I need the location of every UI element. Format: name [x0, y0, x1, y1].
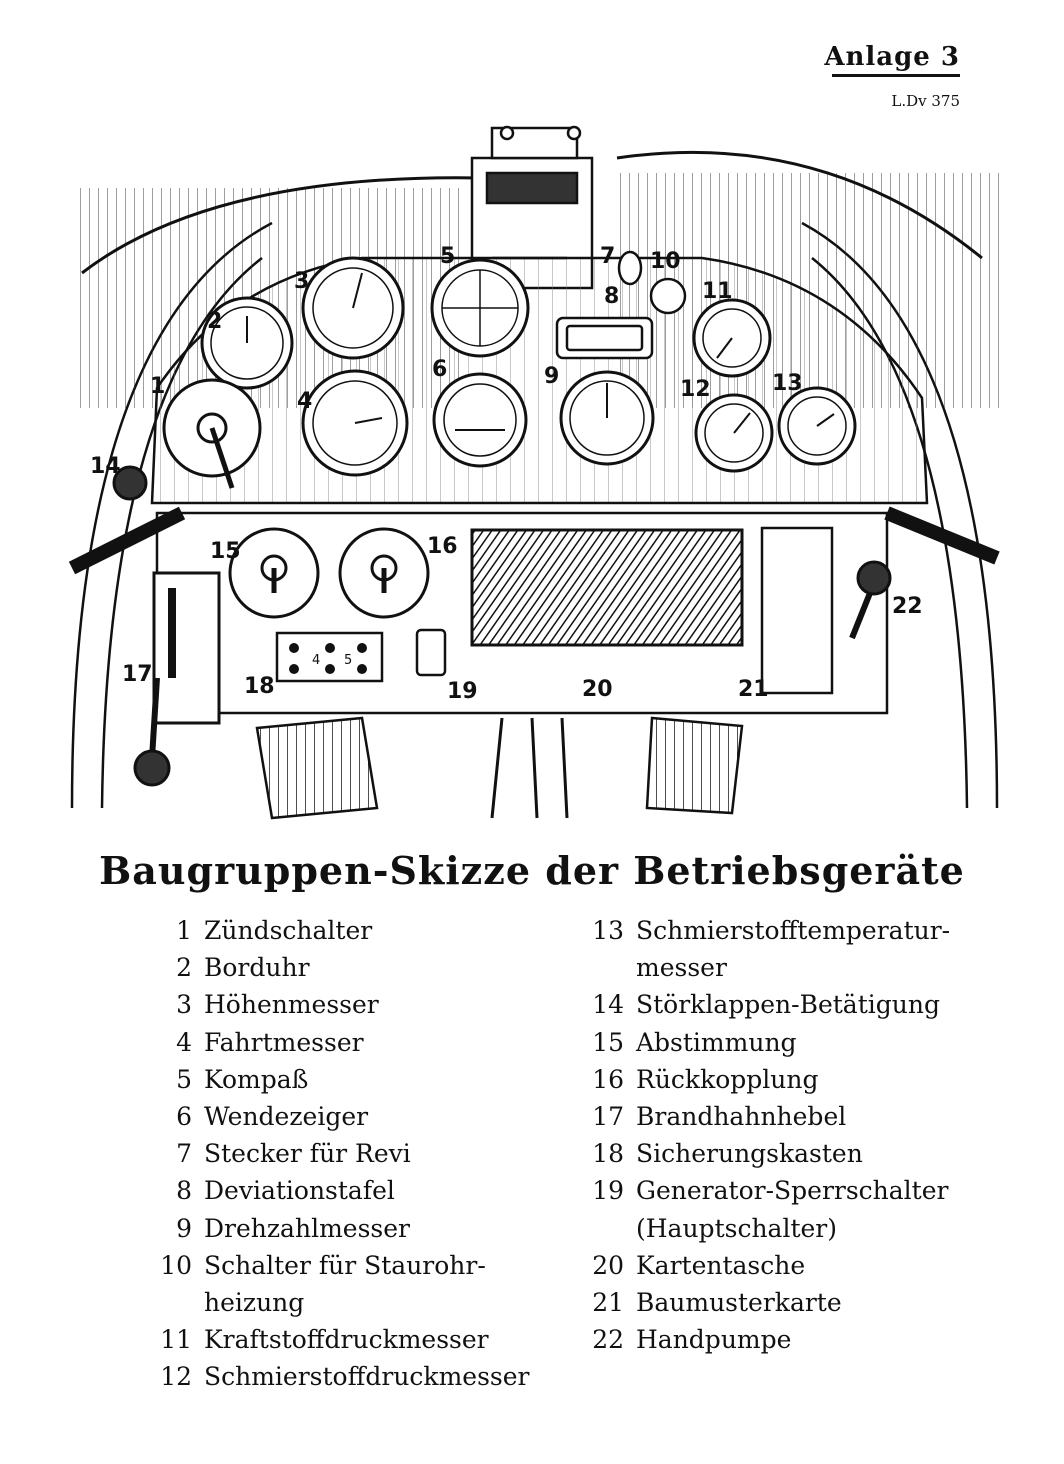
callout-17: 17	[122, 662, 153, 687]
legend-item-continuation: heizung	[204, 1288, 305, 1318]
callout-16: 16	[427, 534, 458, 559]
callout-10: 10	[650, 249, 681, 274]
legend-item: 5 Kompaß	[176, 1064, 309, 1094]
legend-right-column	[582, 912, 1002, 1358]
callout-19: 19	[447, 679, 478, 704]
appendix-label: Anlage 3	[824, 42, 960, 72]
gauge-fuel-pressure	[694, 300, 770, 376]
figure-title: Baugruppen-Skizze der Betriebsgeräte	[99, 848, 965, 893]
gauge-tachometer	[561, 372, 653, 464]
legend-item: 6 Wendezeiger	[176, 1102, 369, 1132]
gauge-turn-indicator	[434, 374, 526, 466]
deviation-card	[557, 318, 652, 358]
regulation-number: L.Dv 375	[891, 92, 960, 110]
callout-8: 8	[604, 284, 620, 309]
callout-12: 12	[680, 377, 711, 402]
callout-9: 9	[544, 364, 560, 389]
legend-item: 8 Deviationstafel	[176, 1176, 395, 1206]
callout-15: 15	[210, 539, 241, 564]
legend-item: 14 Störklappen-Betätigung	[592, 990, 940, 1020]
legend-left-column	[150, 912, 570, 1396]
callout-3: 3	[294, 269, 310, 294]
legend-item: 13 Schmierstofftemperatur-	[592, 916, 951, 945]
type-card	[762, 528, 832, 693]
knob-tuning	[230, 529, 318, 617]
legend-item: 22 Handpumpe	[592, 1325, 792, 1355]
control-column	[492, 718, 567, 818]
legend-item-continuation: (Hauptschalter)	[636, 1213, 837, 1243]
gauge-compass	[432, 260, 528, 356]
gauge-oil-temperature	[779, 388, 855, 464]
callout-18: 18	[244, 674, 275, 699]
legend-item: 21 Baumusterkarte	[592, 1288, 842, 1318]
callout-4: 4	[297, 389, 313, 414]
legend-item: 20 Kartentasche	[592, 1250, 806, 1280]
cockpit-sketch	[62, 118, 1012, 823]
callout-1: 1	[150, 374, 166, 399]
callout-14: 14	[90, 454, 121, 479]
gauge-oil-pressure	[696, 395, 772, 471]
gauge-altimeter	[303, 258, 403, 358]
legend-item: 1 Zündschalter	[176, 916, 373, 945]
callout-22: 22	[892, 594, 923, 619]
callout-2: 2	[207, 309, 223, 334]
revi-plug	[619, 252, 641, 284]
legend-item-continuation: messer	[636, 953, 727, 983]
legend-item: 19 Generator-Sperrschalter	[592, 1176, 949, 1206]
legend-item: 12 Schmierstoffdruckmesser	[160, 1362, 530, 1392]
legend-item: 15 Abstimmung	[592, 1027, 797, 1057]
callout-21: 21	[738, 677, 769, 702]
knob-feedback	[340, 529, 428, 617]
legend-item: 17 Brandhahnhebel	[592, 1102, 847, 1132]
legend-item: 4 Fahrtmesser	[176, 1027, 364, 1057]
legend-item: 10 Schalter für Staurohr-	[160, 1250, 486, 1280]
legend-item: 3 Höhenmesser	[176, 990, 379, 1020]
legend-item: 2 Borduhr	[176, 953, 310, 983]
callout-7: 7	[600, 244, 616, 269]
legend-item: 9 Drehzahlmesser	[176, 1213, 410, 1243]
callout-5: 5	[440, 244, 456, 269]
legend-item: 16 Rückkopplung	[592, 1064, 819, 1094]
gauge-airspeed	[303, 371, 407, 475]
fuse-box-digit: 5	[344, 653, 353, 668]
map-pocket	[472, 530, 742, 645]
pitot-heat-switch	[651, 279, 685, 313]
main-switch	[417, 630, 445, 675]
appendix-underline	[832, 74, 960, 77]
callout-20: 20	[582, 677, 613, 702]
legend-item: 11 Kraftstoffdruckmesser	[160, 1325, 489, 1355]
legend-item: 7 Stecker für Revi	[176, 1139, 411, 1169]
callout-11: 11	[702, 279, 733, 304]
fuse-box-digit: 4	[312, 653, 321, 668]
callout-6: 6	[432, 357, 448, 382]
callout-13: 13	[772, 371, 803, 396]
legend-item: 18 Sicherungskasten	[592, 1139, 863, 1169]
